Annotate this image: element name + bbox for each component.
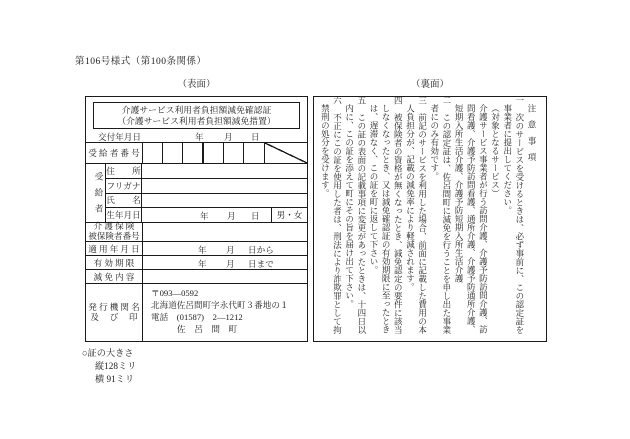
certificate-size-title: ○証の大きさ [82, 348, 134, 358]
front-form-table [86, 142, 307, 341]
note-item-3: 三 前記のサービスを利用した場合、前面に記載した費用の本人負担分が、記載の減免率により軽減されます。 [405, 95, 428, 334]
note-item-4: 四 被保険者の資格が無くなったとき、減免認定の要件に該当しなくなったとき、又は減免確認証の有効期限に至ったときは、遅滞なく、この証を町に返して下さい。 [368, 95, 404, 334]
issue-month-label: 月 [224, 132, 233, 142]
insurance-number-label: 介 護 保 険 被保険者番号 [86, 223, 143, 241]
certificate-size-width: 横 91ミリ [95, 374, 135, 384]
birth-day-label: 日 [251, 211, 260, 222]
issuer-town-name: 佐 呂 間 町 [177, 324, 238, 334]
expiry-date-label: 有 効 期 限 [86, 256, 143, 269]
number-cell [244, 143, 264, 163]
birthdate-row [106, 208, 307, 222]
sex-cell: 男・女 [271, 208, 307, 222]
birth-month-label: 月 [227, 211, 236, 222]
note-item-1: 一 次のサービスを受けるときは、必ず事前に、この認定証を事業者に提出してください。 [502, 95, 525, 334]
address-row [106, 164, 307, 179]
expiry-date-value-cell: 年 月 日まで [198, 259, 274, 269]
certificate-title-line2: （介護サービス利用者負担額減免措置） [117, 116, 276, 126]
recipient-group-rows [86, 164, 307, 223]
application-date-row [86, 242, 307, 256]
note-item-2: 二 この認定証は、佐呂間町に減免を行うことを申し出た事業者にのみ有効です。 [429, 95, 452, 334]
application-date-value-cell: 年 月 日から [198, 245, 274, 255]
number-cell [224, 143, 244, 163]
number-cell [183, 143, 203, 163]
birthdate-label: 生年月日 [106, 210, 141, 221]
issuer-row [86, 284, 307, 341]
number-cell [143, 143, 163, 163]
application-date-label: 適 用 年 月 日 [86, 242, 143, 255]
furigana-label: フリガナ [106, 180, 141, 191]
issuer-address: 北海道佐呂間町字永代町３番地の１ [151, 300, 289, 310]
issue-day-label: 日 [251, 132, 260, 142]
issuer-label: 発 行 機 関 名 及 び 印 [86, 284, 143, 341]
issue-year-label: 年 [195, 132, 204, 142]
reduction-detail-value-cell [143, 270, 307, 283]
notes-vertical-text [320, 95, 538, 334]
recipient-number-label: 受 給 者 番 号 [86, 143, 143, 163]
issuer-value-cell [143, 284, 307, 341]
birth-year-label: 年 [200, 211, 209, 222]
name-value-cell [142, 194, 307, 208]
note-item-5: 五 この証の表面の記載事項に変更があったときは、十四日以内に、この証を添えて町にその旨を届け出て下さい。 [344, 95, 367, 334]
furigana-row [106, 179, 307, 194]
certificate-size-height: 縦128ミリ [95, 361, 137, 371]
address-label: 住 所 [106, 165, 141, 176]
notes-header: 注意事項 [527, 104, 537, 169]
number-cell [204, 143, 224, 163]
back-notes-box [313, 96, 547, 342]
reduction-detail-label: 減 免 内 容 [86, 270, 143, 283]
address-value-cell [142, 164, 307, 178]
certificate-title-line1: 介護サービス利用者負担額減免確認証 [121, 105, 272, 115]
recipient-vertical-label: 受給者 [86, 164, 106, 222]
number-cell-bold-group [203, 142, 265, 164]
issuer-phone: 電話 (01587) 2―1212 [151, 312, 243, 322]
issue-date-label: 交付年月日 [98, 132, 141, 142]
certificate-title-box [93, 102, 300, 129]
furigana-value-cell [142, 179, 307, 193]
birthdate-value-cell [142, 208, 307, 222]
back-side-label: （裏面） [410, 80, 449, 90]
recipient-number-row [86, 143, 307, 164]
diagonal-slash-cell [265, 143, 307, 163]
note-target-services-heading: （対象となるサービス） [490, 104, 501, 198]
insurance-number-value-cell [143, 223, 307, 241]
issuer-postal-code: 〒093―0592 [151, 288, 199, 298]
name-row [106, 194, 307, 209]
insurance-number-row [86, 223, 307, 242]
reduction-detail-row [86, 270, 307, 284]
expiry-date-row [86, 256, 307, 270]
recipient-number-cells [143, 143, 307, 163]
note-target-services-list: 介護サービス事業者が行う訪問介護、介護予防訪問介護、訪問看護、介護予防訪問看護、通所介護、介護予防通所介護、短期入所生活介護、介護予防短期入所生活介護 [454, 104, 489, 334]
note-item-6: 六 不正にこの証を使用した者は、刑法により詐欺罪として拘禁刑の処分を受けます。 [320, 95, 343, 334]
name-label: 氏 名 [106, 195, 141, 206]
front-certificate-box [85, 96, 308, 342]
front-side-label: （表面） [177, 80, 216, 90]
form-number-heading: 第106号様式（第100条関係） [75, 57, 207, 67]
number-cell [163, 143, 183, 163]
